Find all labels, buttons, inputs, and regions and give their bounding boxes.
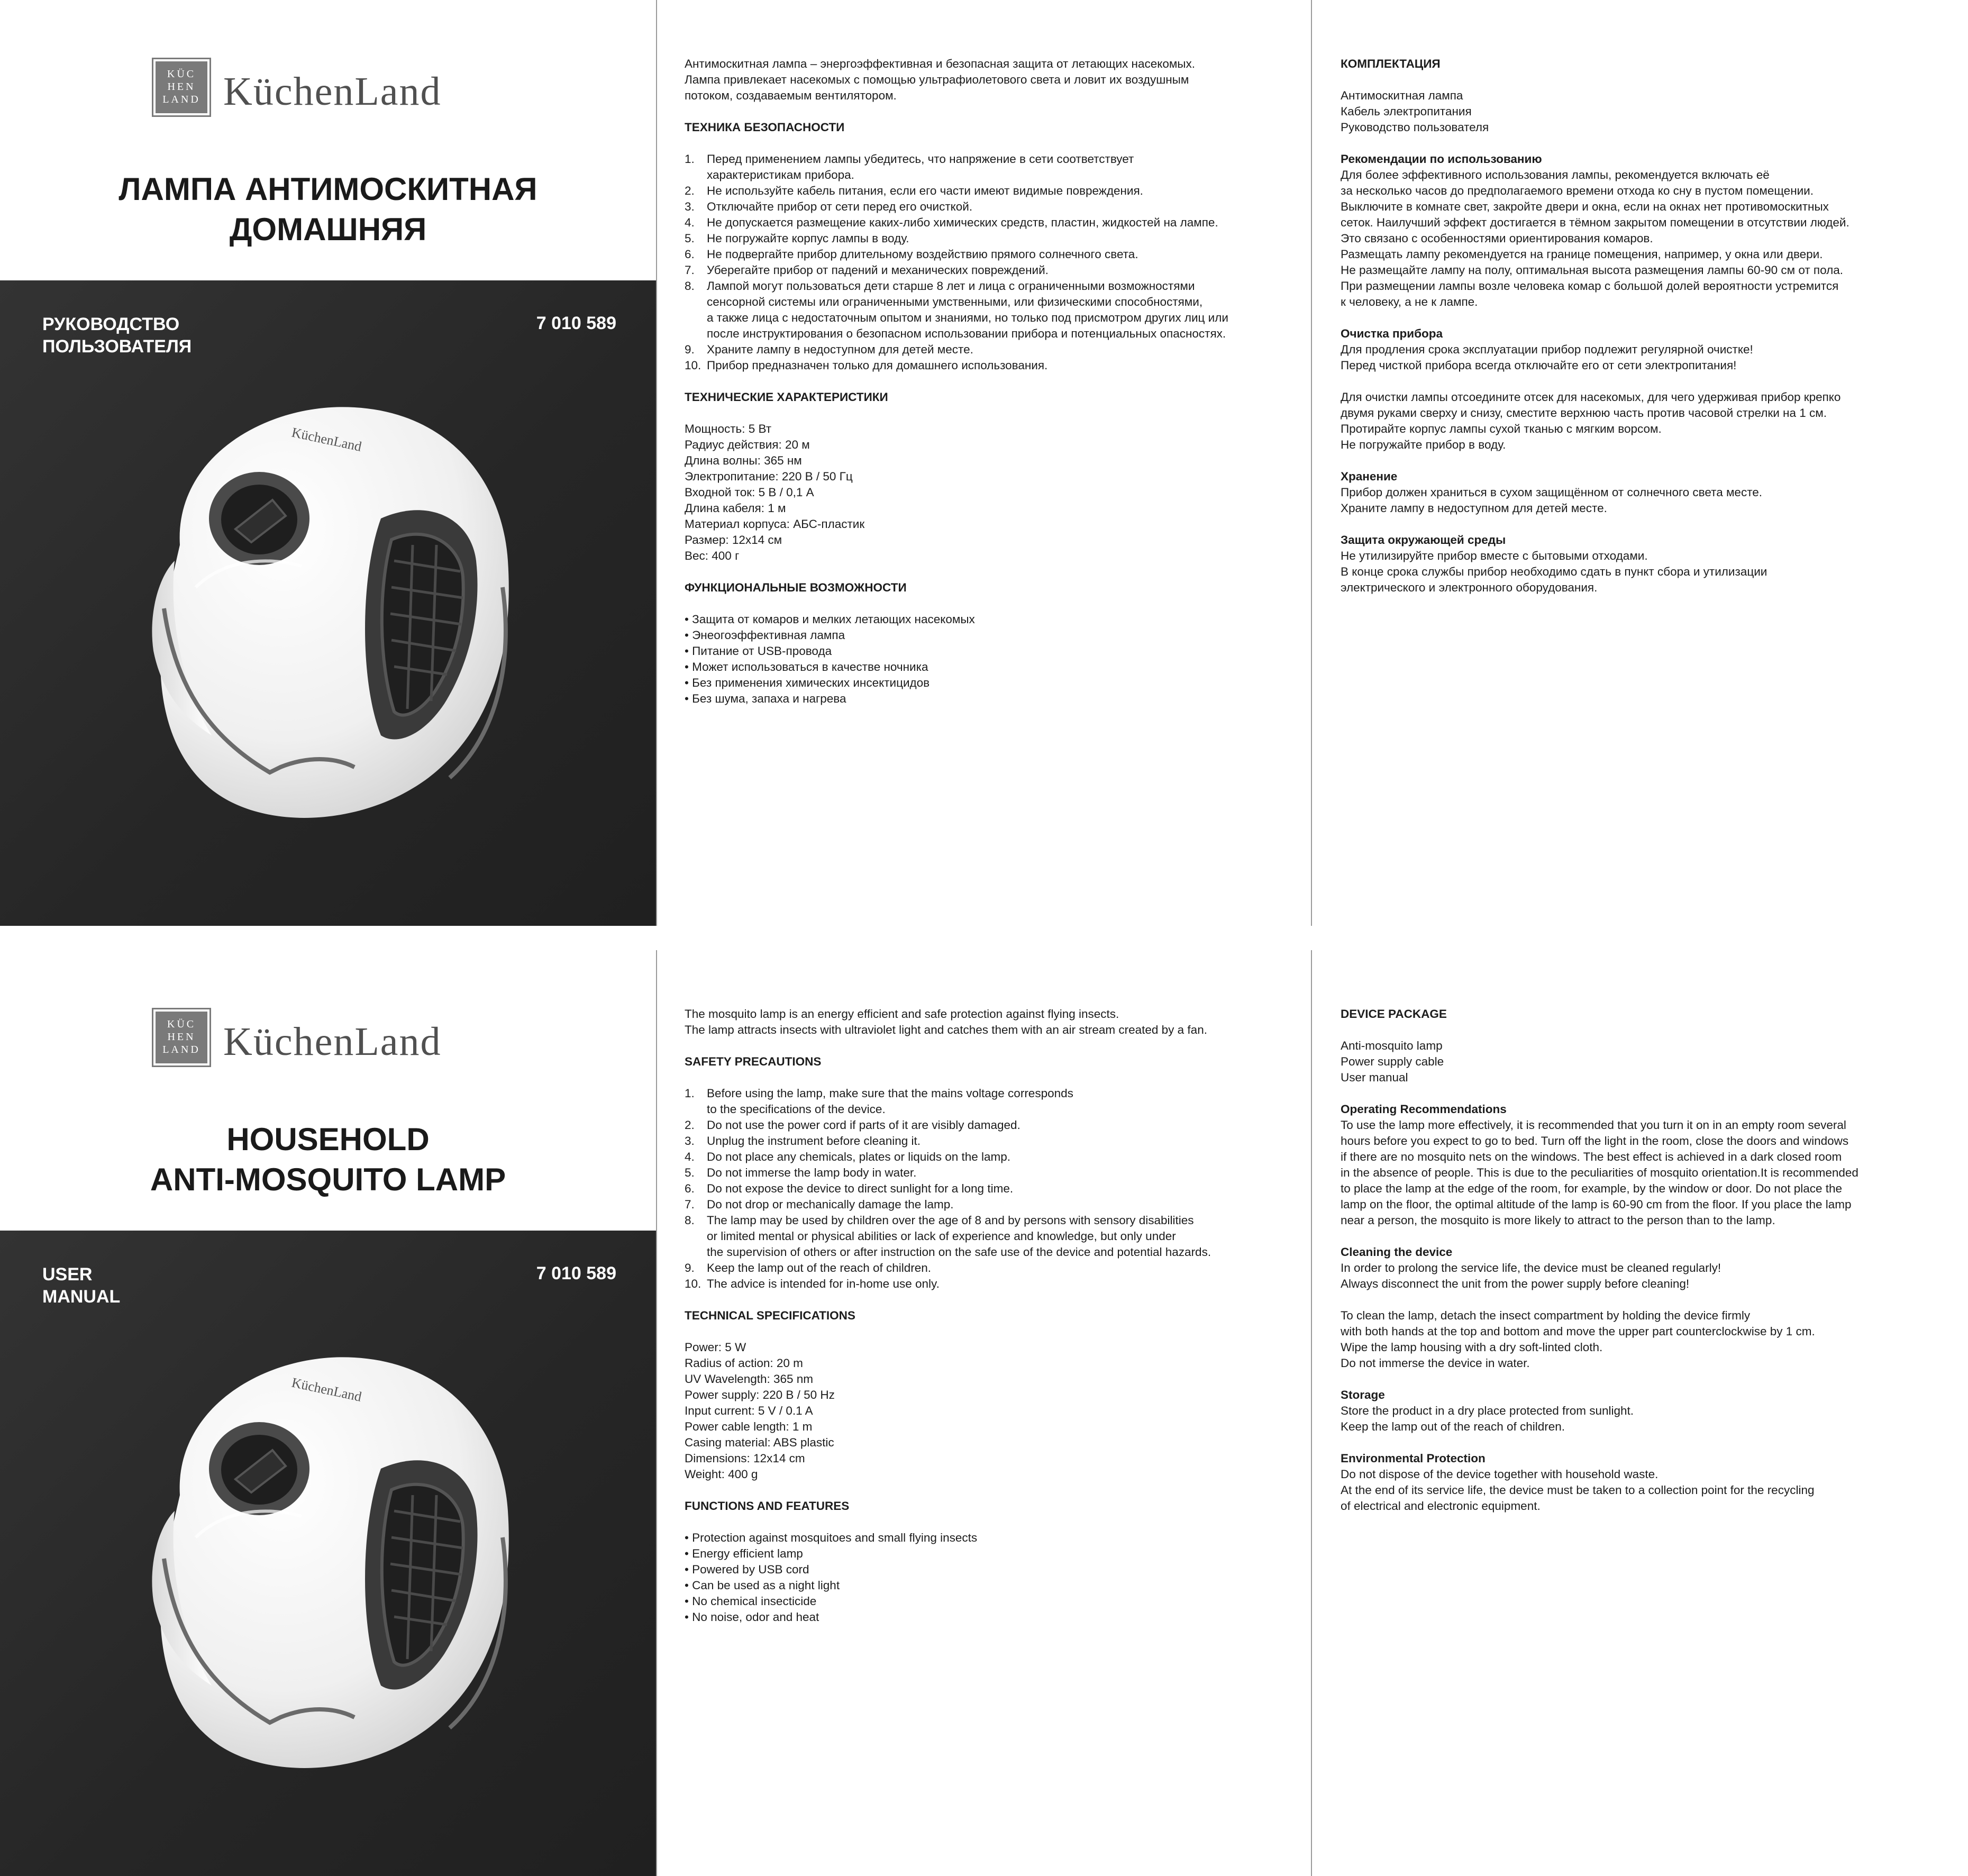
logo-monogram: [153, 59, 209, 115]
spacer: [1341, 72, 1949, 88]
features-heading: FUNCTIONS AND FEATURES: [685, 1499, 850, 1513]
safety-item: [685, 1165, 1293, 1181]
info-block-line: Руководство пользователя: [1341, 121, 1489, 134]
info-block-line: to place the lamp at the edge of the room, for example, by the window or door. Do not place the: [1341, 1182, 1843, 1195]
logo-monogram-line: LAND: [162, 94, 201, 105]
lamp-brand-label: KüchenLand: [290, 424, 363, 454]
safety-item-text: Keep the lamp out of the reach of children.: [707, 1261, 932, 1274]
safety-item-number: 3.: [685, 1134, 695, 1148]
safety-item-text: Before using the lamp, make sure that the mains voltage corresponds: [707, 1087, 1073, 1100]
safety-item: [685, 342, 1293, 358]
info-block-heading: Storage: [1341, 1388, 1385, 1401]
info-block-line: Не утилизируйте прибор вместе с бытовыми отходами.: [1341, 549, 1648, 562]
middle-column-text: [685, 1006, 1293, 1625]
product-title: [0, 169, 656, 250]
safety-item-text: Прибор предназначен только для домашнего использования.: [707, 359, 1048, 372]
safety-item: [685, 278, 1293, 342]
safety-item: [685, 1149, 1293, 1165]
safety-item-first-line: [685, 231, 1293, 247]
safety-item-first-line: [685, 215, 1293, 231]
safety-item-number: 4.: [685, 216, 695, 229]
manual-label: [42, 1263, 120, 1308]
safety-item-first-line: [685, 342, 1293, 358]
specs-line: Power supply: 220 B / 50 Hz: [685, 1388, 835, 1401]
specs-heading: ТЕХНИЧЕСКИЕ ХАРАКТЕРИСТИКИ: [685, 390, 888, 404]
info-block-line: Always disconnect the unit from the power supply before cleaning!: [1341, 1277, 1690, 1290]
content-column-right: [1312, 950, 1968, 1876]
manual-label: [42, 313, 192, 358]
logo-monogram-line: LAND: [162, 1044, 201, 1055]
safety-item-continuation: to the specifications of the device.: [707, 1103, 886, 1116]
safety-item: [685, 1276, 1293, 1292]
safety-item-first-line: [685, 1276, 1293, 1292]
lamp-product-image: [132, 386, 534, 841]
info-block-line: Для более эффективного использования лампы, рекомендуется включать её: [1341, 168, 1770, 181]
safety-item-first-line: [685, 247, 1293, 262]
safety-item: [685, 183, 1293, 199]
logo-wordmark: KüchenLand: [223, 69, 442, 114]
safety-item-text: Не используйте кабель питания, если его части имеют видимые повреждения.: [707, 184, 1143, 197]
content-column-middle: [656, 950, 1312, 1876]
safety-item: [685, 1133, 1293, 1149]
info-block: [1341, 1244, 1949, 1387]
spacer: [1341, 135, 1949, 151]
safety-item-number: 9.: [685, 1261, 695, 1274]
lamp-brand-label: KüchenLand: [290, 1374, 363, 1405]
safety-item-number: 10.: [685, 1277, 701, 1290]
safety-item-text: Unplug the instrument before cleaning it.: [707, 1134, 921, 1148]
product-title: [0, 1119, 656, 1200]
info-block-line: Anti-mosquito lamp: [1341, 1039, 1443, 1052]
safety-list: [685, 151, 1293, 374]
spacer: [1341, 374, 1949, 389]
features-line: • Без шума, запаха и нагрева: [685, 692, 846, 705]
specs-line: Длина волны: 365 нм: [685, 454, 802, 467]
spacer: [1341, 516, 1949, 532]
manual-sheet: [0, 950, 1968, 1876]
safety-item-continuation: после инструктирования о безопасном использовании прибора и потенциальных опасностях.: [707, 327, 1226, 340]
intro-line: The lamp attracts insects with ultraviolet light and catches them with an air stream created by a fan.: [685, 1023, 1207, 1036]
info-block-line: Do not immerse the device in water.: [1341, 1356, 1530, 1370]
features-line: • Энеогоэффективная лампа: [685, 629, 845, 642]
info-block-line: Это связано с особенностями ориентирования комаров.: [1341, 232, 1653, 245]
safety-item-first-line: [685, 278, 1293, 294]
features-list: [685, 612, 1293, 707]
safety-item-text: Do not immerse the lamp body in water.: [707, 1166, 917, 1179]
info-block-line: near a person, the mosquito is more likely to attract to the person than to the lamp.: [1341, 1214, 1775, 1227]
intro-line: Антимоскитная лампа – энергоэффективная и безопасная защита от летающих насекомых.: [685, 57, 1195, 70]
safety-item-number: 10.: [685, 359, 701, 372]
info-block-line: in the absence of people. This is due to the peculiarities of mosquito orientation.It is recommended: [1341, 1166, 1858, 1179]
safety-item-number: 4.: [685, 1150, 695, 1163]
info-block-line: Протирайте корпус лампы сухой тканью с мягким ворсом.: [1341, 422, 1662, 435]
info-block-line: При размещении лампы возле человека комар с большой долей вероятности устремится: [1341, 279, 1839, 293]
features-line: • Energy efficient lamp: [685, 1547, 803, 1560]
features-list: [685, 1530, 1293, 1625]
right-column-text: [1341, 56, 1949, 596]
manual-label-line: ПОЛЬЗОВАТЕЛЯ: [42, 336, 192, 357]
product-title-line: HOUSEHOLD: [226, 1122, 430, 1157]
spacer: [1341, 453, 1949, 469]
cover-dark-band: [0, 280, 656, 926]
info-block: [1341, 326, 1949, 469]
right-column-text: [1341, 1006, 1949, 1514]
safety-item-continuation: the supervision of others or after instruction on the safe use of the device and potential hazards.: [707, 1245, 1211, 1259]
safety-item-text: Не допускается размещение каких-либо химических средств, пластин, жидкостей на лампе.: [707, 216, 1218, 229]
info-block-heading: Защита окружающей среды: [1341, 533, 1506, 547]
info-block-line: сеток. Наилучший эффект достигается в тёмном закрытом помещении в отсутствии людей.: [1341, 216, 1849, 229]
specs-line: Материал корпуса: АБС-пластик: [685, 517, 865, 531]
features-line: • Без применения химических инсектицидов: [685, 676, 930, 689]
middle-column-text: [685, 56, 1293, 707]
specs-line: Входной ток: 5 В / 0,1 А: [685, 486, 814, 499]
intro-line: Лампа привлекает насекомых с помощью ультрафиолетового света и ловит их воздушным: [685, 73, 1189, 86]
info-block-line: Антимоскитная лампа: [1341, 89, 1463, 102]
safety-heading: ТЕХНИКА БЕЗОПАСНОСТИ: [685, 121, 845, 134]
info-block-line: if there are no mosquito nets on the windows. The best effect is achieved in a dark closed room: [1341, 1150, 1842, 1163]
safety-item: [685, 262, 1293, 278]
safety-item-first-line: [685, 1213, 1293, 1228]
safety-item-text: Храните лампу в недоступном для детей месте.: [707, 343, 973, 356]
info-block-line: Храните лампу в недоступном для детей месте.: [1341, 502, 1607, 515]
specs-line: Мощность: 5 Вт: [685, 422, 772, 435]
spacer: [1341, 1435, 1949, 1451]
safety-item-first-line: [685, 1197, 1293, 1213]
safety-item: [685, 215, 1293, 231]
intro-paragraph: [685, 1006, 1293, 1038]
info-block-line: Выключите в комнате свет, закройте двери и окна, если на окнах нет противомоскитных: [1341, 200, 1829, 213]
specs-line: Размер: 12х14 см: [685, 533, 782, 547]
safety-item-number: 6.: [685, 1182, 695, 1195]
safety-item-continuation: а также лица с недостаточным опытом и знаниями, но только под присмотром других лиц или: [707, 311, 1228, 324]
info-block-line: To clean the lamp, detach the insect compartment by holding the device firmly: [1341, 1309, 1751, 1322]
safety-item: [685, 1260, 1293, 1276]
info-block-heading: Operating Recommendations: [1341, 1103, 1507, 1116]
safety-item-first-line: [685, 1149, 1293, 1165]
safety-item-number: 5.: [685, 1166, 695, 1179]
lamp-product-image: [132, 1336, 534, 1791]
cover-panel: [0, 0, 656, 926]
safety-item: [685, 247, 1293, 262]
product-title-line: ДОМАШНЯЯ: [229, 212, 427, 247]
manual-label-line: РУКОВОДСТВО: [42, 314, 180, 334]
safety-item-text: Do not expose the device to direct sunlight for a long time.: [707, 1182, 1014, 1195]
info-block-line: with both hands at the top and bottom and move the upper part counterclockwise by 1 cm.: [1341, 1325, 1815, 1338]
safety-item-text: The lamp may be used by children over the age of 8 and by persons with sensory disabilities: [707, 1214, 1194, 1227]
features-line: • Can be used as a night light: [685, 1579, 840, 1592]
info-block-line: двумя руками сверху и снизу, сместите верхнюю часть против часовой стрелки на 1 см.: [1341, 406, 1827, 420]
safety-item-text: Отключайте прибор от сети перед его очисткой.: [707, 200, 973, 213]
logo-monogram-line: KÜC: [167, 1018, 196, 1030]
info-block-line: Power supply cable: [1341, 1055, 1444, 1068]
spacer: [1341, 1371, 1949, 1387]
info-block: [1341, 151, 1949, 326]
features-line: • Питание от USB-провода: [685, 644, 832, 658]
manual-sheet: [0, 0, 1968, 926]
info-block: [1341, 56, 1949, 151]
spacer: [1341, 1228, 1949, 1244]
info-block-heading: Environmental Protection: [1341, 1452, 1486, 1465]
safety-item-number: 3.: [685, 200, 695, 213]
safety-item: [685, 358, 1293, 374]
safety-item-number: 1.: [685, 1087, 695, 1100]
safety-item-text: Уберегайте прибор от падений и механических повреждений.: [707, 263, 1049, 277]
info-block-line: Не размещайте лампу на полу, оптимальная высота размещения лампы 60-90 см от пола.: [1341, 263, 1843, 277]
safety-item-first-line: [685, 199, 1293, 215]
info-block: [1341, 1101, 1949, 1244]
safety-item-first-line: [685, 183, 1293, 199]
info-block-line: за несколько часов до предполагаемого времени отхода ко сну в пустом помещении.: [1341, 184, 1814, 197]
safety-item: [685, 1117, 1293, 1133]
specs-line: Radius of action: 20 m: [685, 1356, 803, 1370]
info-block-heading: Cleaning the device: [1341, 1245, 1453, 1259]
features-line: • No chemical insecticide: [685, 1595, 817, 1608]
safety-item-continuation: or limited mental or physical abilities or lack of experience and knowledge, but only under: [707, 1230, 1176, 1243]
safety-item-first-line: [685, 262, 1293, 278]
safety-list: [685, 1086, 1293, 1292]
safety-item-text: Не подвергайте прибор длительному воздействию прямого солнечного света.: [707, 248, 1138, 261]
specs-line: Casing material: ABS plastic: [685, 1436, 834, 1449]
brand-logo: [153, 58, 503, 116]
features-heading: ФУНКЦИОНАЛЬНЫЕ ВОЗМОЖНОСТИ: [685, 581, 907, 594]
spacer: [1341, 1292, 1949, 1308]
safety-item-number: 2.: [685, 1118, 695, 1132]
info-block-line: Для очистки лампы отсоедините отсек для насекомых, для чего удерживая прибор крепко: [1341, 390, 1841, 404]
specs-line: UV Wavelength: 365 nm: [685, 1372, 814, 1386]
safety-item-number: 7.: [685, 263, 695, 277]
safety-item-number: 8.: [685, 279, 695, 293]
content-column-middle: [656, 0, 1312, 926]
cover-panel: [0, 950, 656, 1876]
features-line: • Может использоваться в качестве ночника: [685, 660, 928, 673]
article-number: 7 010 589: [536, 1263, 616, 1283]
intro-line: The mosquito lamp is an energy efficient and safe protection against flying insects.: [685, 1007, 1119, 1021]
info-block-line: Размещать лампу рекомендуется на границе помещения, например, у окна или двери.: [1341, 248, 1823, 261]
safety-item-number: 8.: [685, 1214, 695, 1227]
article-number: 7 010 589: [536, 313, 616, 333]
info-block-line: Кабель электропитания: [1341, 105, 1472, 118]
brand-logo: [153, 1008, 503, 1067]
info-block-heading: Хранение: [1341, 470, 1398, 483]
info-block-line: Store the product in a dry place protected from sunlight.: [1341, 1404, 1634, 1417]
spacer: [1341, 1022, 1949, 1038]
info-block-line: Wipe the lamp housing with a dry soft-linted cloth.: [1341, 1341, 1603, 1354]
safety-item-text: Лампой могут пользоваться дети старше 8 лет и лица с ограниченными возможностями: [707, 279, 1195, 293]
info-block-line: Do not dispose of the device together with household waste.: [1341, 1468, 1659, 1481]
intro-line: потоком, создаваемым вентилятором.: [685, 89, 897, 102]
cover-dark-band: [0, 1231, 656, 1876]
specs-line: Weight: 400 g: [685, 1468, 758, 1481]
safety-heading: SAFETY PRECAUTIONS: [685, 1055, 822, 1068]
safety-item: [685, 1181, 1293, 1197]
safety-item-text: Не погружайте корпус лампы в воду.: [707, 232, 909, 245]
safety-item: [685, 199, 1293, 215]
specs-list: [685, 1340, 1293, 1482]
info-block-line: hours before you expect to go to bed. Turn off the light in the room, close the doors and windows: [1341, 1134, 1849, 1148]
safety-item-first-line: [685, 358, 1293, 374]
specs-line: Power cable length: 1 m: [685, 1420, 813, 1433]
safety-item: [685, 1086, 1293, 1117]
safety-item-first-line: [685, 1260, 1293, 1276]
logo-wordmark: KüchenLand: [223, 1019, 442, 1064]
safety-item-text: Do not use the power cord if parts of it are visibly damaged.: [707, 1118, 1021, 1132]
manual-label-line: MANUAL: [42, 1287, 121, 1307]
safety-item-first-line: [685, 151, 1293, 167]
info-block-line: Перед чисткой прибора всегда отключайте его от сети электропитания!: [1341, 359, 1737, 372]
safety-item-number: 6.: [685, 248, 695, 261]
info-block: [1341, 469, 1949, 532]
product-title-line: ЛАМПА АНТИМОСКИТНАЯ: [119, 171, 537, 207]
safety-item-number: 1.: [685, 152, 695, 166]
info-block-line: Прибор должен храниться в сухом защищённом от солнечного света месте.: [1341, 486, 1763, 499]
safety-item-continuation: сенсорной системы или ограниченными умственными, или физическими способностями,: [707, 295, 1203, 308]
specs-line: Электропитание: 220 В / 50 Гц: [685, 470, 853, 483]
info-block-line: lamp on the floor, the optimal altitude of the lamp is 60-90 cm from the floor. If you place the lamp: [1341, 1198, 1852, 1211]
spacer: [1341, 1086, 1949, 1101]
info-block-line: Keep the lamp out of the reach of children.: [1341, 1420, 1565, 1433]
safety-item-first-line: [685, 1181, 1293, 1197]
logo-monogram-line: KÜC: [167, 68, 196, 80]
info-block-line: At the end of its service life, the device must be taken to a collection point for the recycling: [1341, 1483, 1815, 1497]
safety-item-text: Do not place any chemicals, plates or liquids on the lamp.: [707, 1150, 1011, 1163]
specs-heading: TECHNICAL SPECIFICATIONS: [685, 1309, 855, 1322]
spacer: [1341, 310, 1949, 326]
specs-line: Power: 5 W: [685, 1341, 746, 1354]
info-block: [1341, 1387, 1949, 1451]
safety-item-number: 2.: [685, 184, 695, 197]
specs-list: [685, 421, 1293, 564]
safety-item-text: The advice is intended for in-home use only.: [707, 1277, 940, 1290]
safety-item-number: 9.: [685, 343, 695, 356]
safety-item: [685, 1197, 1293, 1213]
specs-line: Длина кабеля: 1 м: [685, 502, 786, 515]
features-line: • Protection against mosquitoes and small flying insects: [685, 1531, 978, 1544]
features-line: • No noise, odor and heat: [685, 1610, 819, 1624]
logo-monogram-line: HEN: [167, 1031, 196, 1043]
safety-item-first-line: [685, 1086, 1293, 1101]
info-block-line: Для продления срока эксплуатации прибор подлежит регулярной очистке!: [1341, 343, 1753, 356]
info-block: [1341, 1006, 1949, 1101]
info-block-line: User manual: [1341, 1071, 1408, 1084]
specs-line: Dimensions: 12x14 cm: [685, 1452, 805, 1465]
content-column-right: [1312, 0, 1968, 926]
info-block-line: To use the lamp more effectively, it is recommended that you turn it on in an empty room several: [1341, 1118, 1846, 1132]
safety-item: [685, 151, 1293, 183]
info-block-line: Не погружайте прибор в воду.: [1341, 438, 1506, 451]
info-block-line: of electrical and electronic equipment.: [1341, 1499, 1541, 1513]
info-block-line: к человеку, а не к лампе.: [1341, 295, 1478, 308]
info-block: [1341, 532, 1949, 596]
info-block-line: электрического и электронного оборудования.: [1341, 581, 1598, 594]
info-block-heading: КОМПЛЕКТАЦИЯ: [1341, 57, 1441, 70]
features-line: • Powered by USB cord: [685, 1563, 809, 1576]
specs-line: Радиус действия: 20 м: [685, 438, 810, 451]
safety-item-continuation: характеристикам прибора.: [707, 168, 854, 181]
logo-monogram-line: HEN: [167, 81, 196, 93]
safety-item-text: Перед применением лампы убедитесь, что напряжение в сети соответствует: [707, 152, 1134, 166]
safety-item-text: Do not drop or mechanically damage the lamp.: [707, 1198, 954, 1211]
safety-item-number: 5.: [685, 232, 695, 245]
info-block-heading: Рекомендации по использованию: [1341, 152, 1542, 166]
product-title-line: ANTI-MOSQUITO LAMP: [150, 1162, 506, 1197]
info-block-line: In order to prolong the service life, the device must be cleaned regularly!: [1341, 1261, 1721, 1274]
specs-line: Input current: 5 V / 0.1 A: [685, 1404, 813, 1417]
safety-item-first-line: [685, 1117, 1293, 1133]
intro-paragraph: [685, 56, 1293, 104]
safety-item-first-line: [685, 1133, 1293, 1149]
specs-line: Вес: 400 г: [685, 549, 740, 562]
info-block: [1341, 1451, 1949, 1514]
logo-monogram: [153, 1009, 209, 1066]
safety-item: [685, 231, 1293, 247]
info-block-heading: DEVICE PACKAGE: [1341, 1007, 1447, 1021]
safety-item-first-line: [685, 1165, 1293, 1181]
info-block-heading: Очистка прибора: [1341, 327, 1443, 340]
safety-item: [685, 1213, 1293, 1260]
info-block-line: В конце срока службы прибор необходимо сдать в пункт сбора и утилизации: [1341, 565, 1767, 578]
safety-item-number: 7.: [685, 1198, 695, 1211]
features-line: • Защита от комаров и мелких летающих насекомых: [685, 613, 975, 626]
manual-label-line: USER: [42, 1264, 93, 1285]
